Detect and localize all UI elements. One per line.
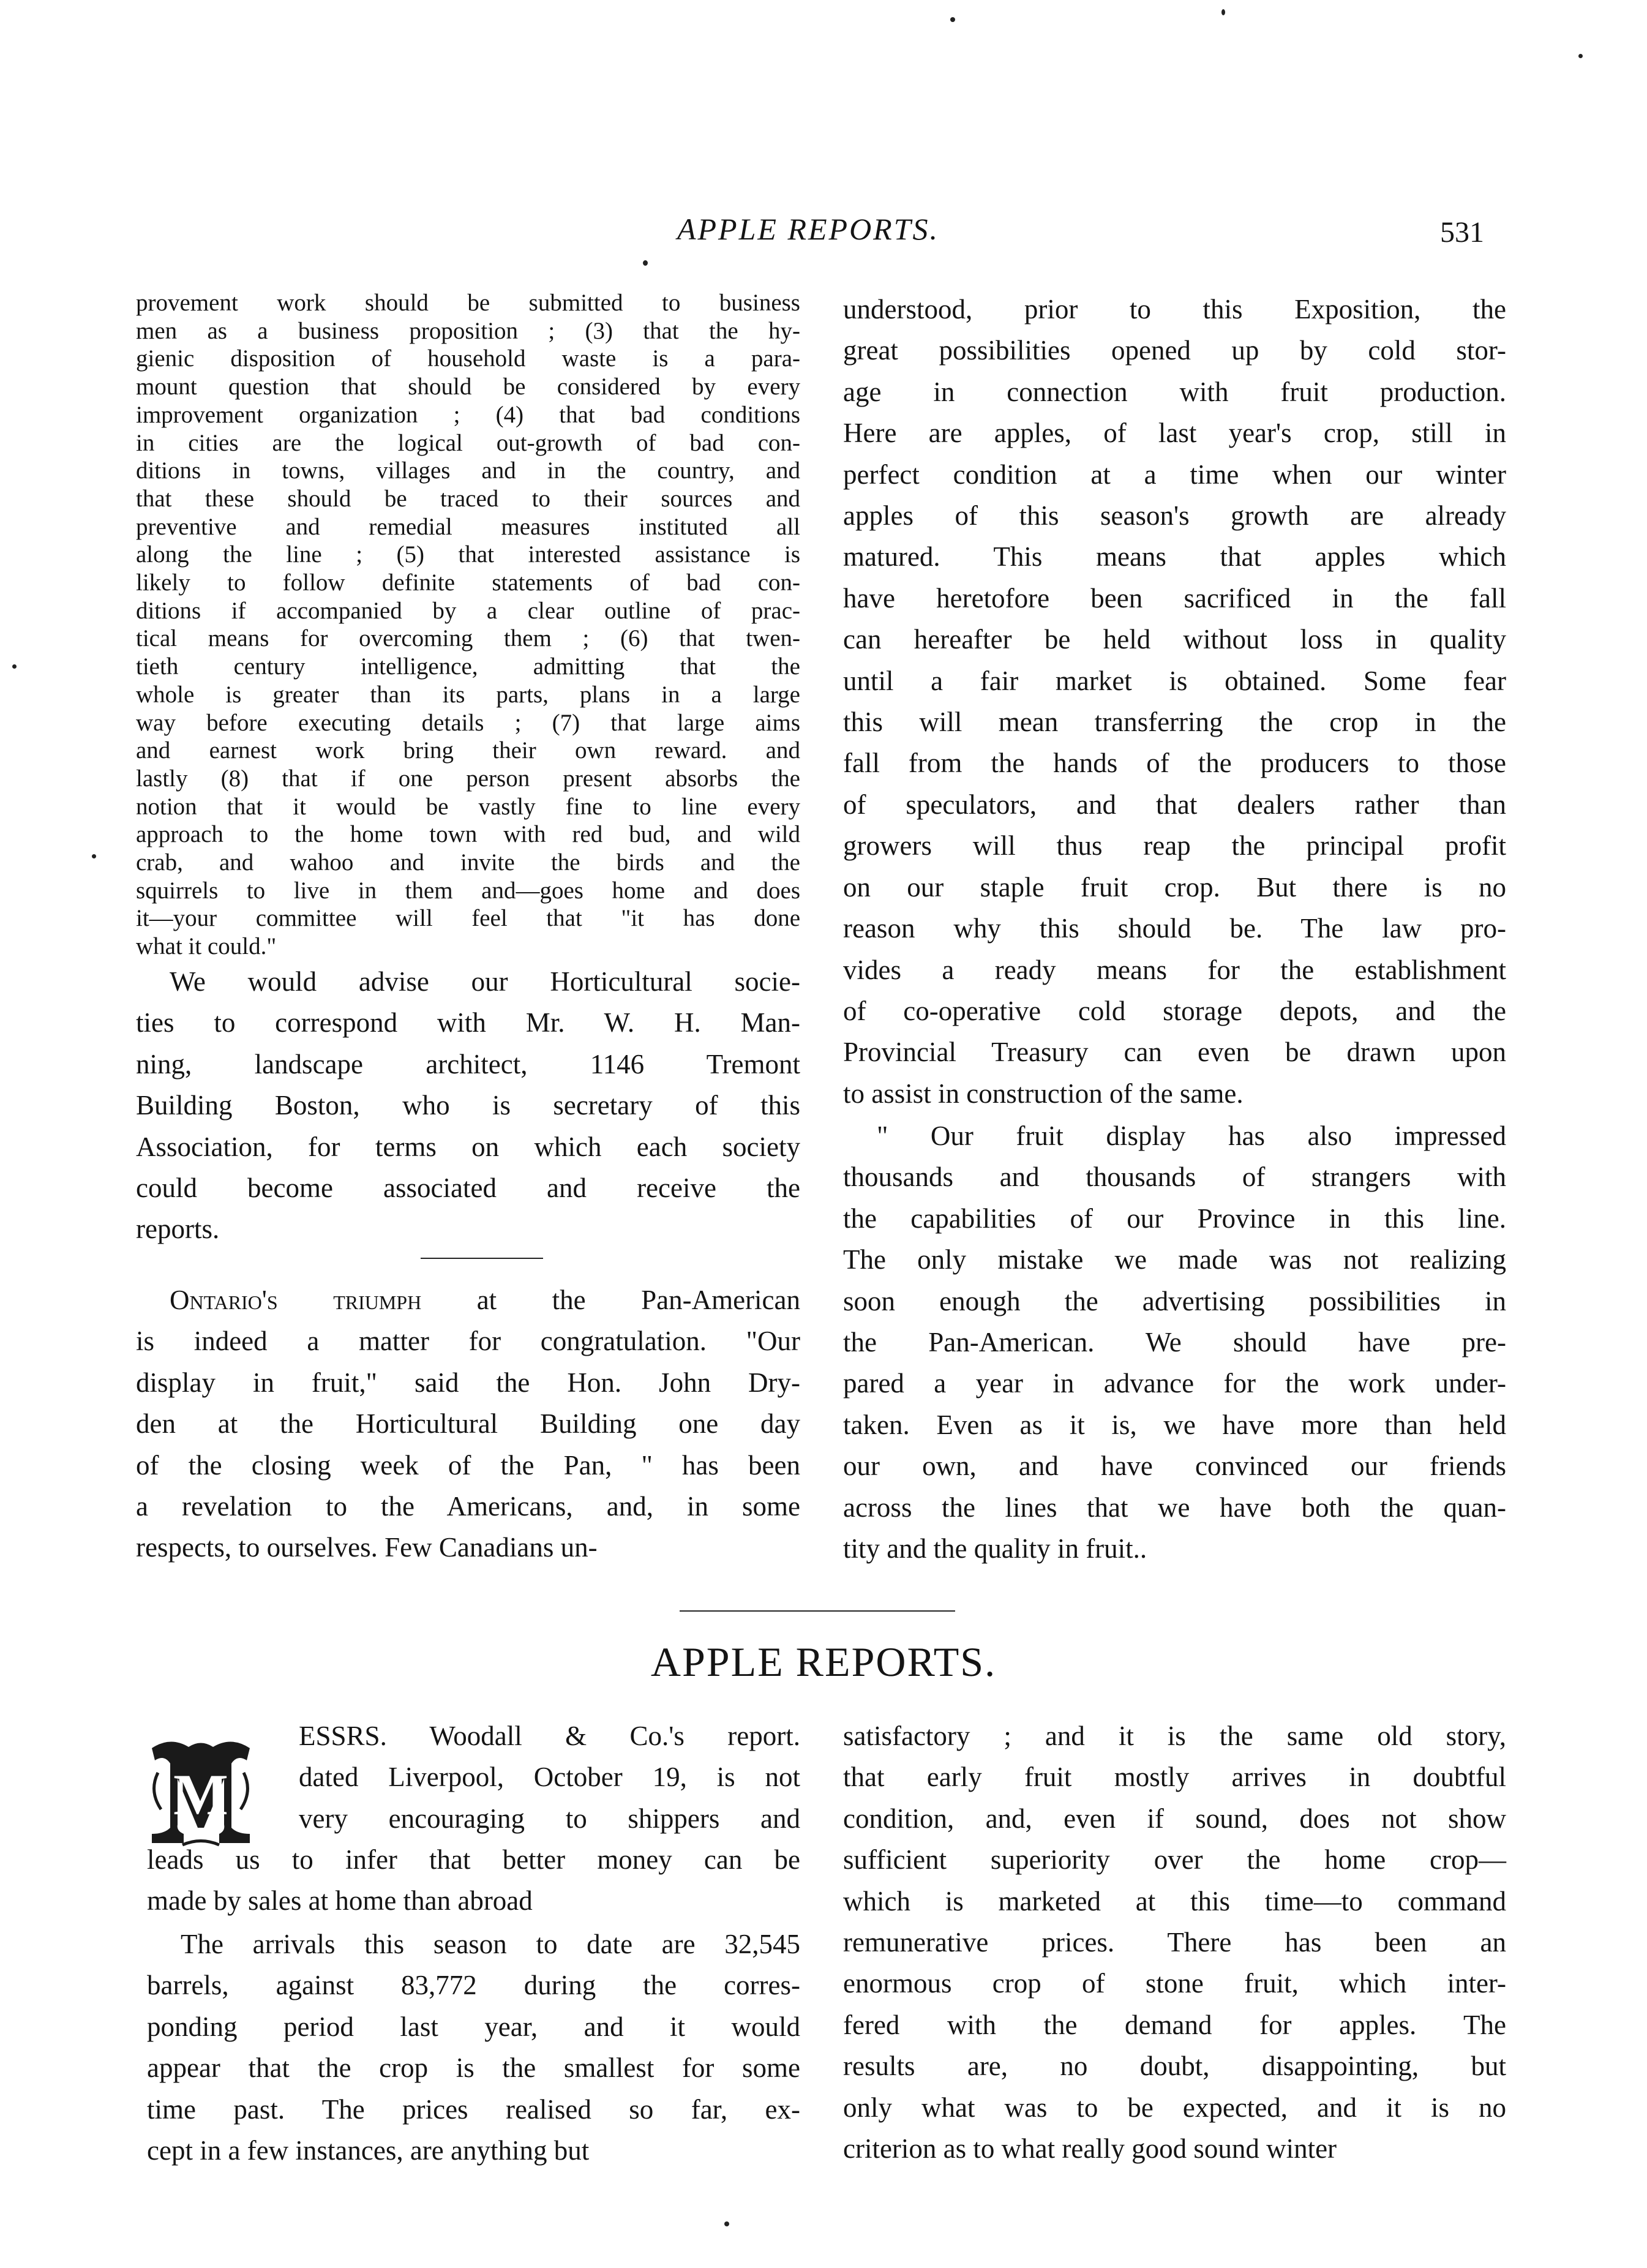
page-number: 531 (1440, 216, 1484, 249)
text-line: whole is greater than its parts, plans in a large (136, 681, 800, 708)
left-small-paragraph (136, 289, 800, 961)
text-line: appear that the crop is the smallest for some (147, 2052, 800, 2084)
text-line: perfect condition at a time when our winter (843, 459, 1506, 490)
text-line: the capabilities of our Province in this line. (843, 1203, 1506, 1234)
text-line: the Pan-American. We should have pre- (843, 1327, 1506, 1358)
text-line: display in fruit," said the Hon. John Dry- (136, 1367, 800, 1398)
ink-speck (643, 260, 648, 266)
text-line: understood, prior to this Exposition, the (843, 294, 1506, 325)
text-line: condition, and, even if sound, does not show (843, 1803, 1506, 1834)
text-line: cept in a few instances, are anything but (147, 2135, 590, 2166)
text-line: along the line ; (5) that interested assistance is (136, 541, 800, 568)
text-line: on our staple fruit crop. But there is no (843, 871, 1506, 903)
text-line: satisfactory ; and it is the same old story, (843, 1721, 1506, 1751)
text-line: could become associated and receive the (136, 1173, 800, 1204)
text-line: this will mean transferring the crop in the (843, 707, 1506, 738)
text-line: sufficient superiority over the home crop— (843, 1844, 1506, 1876)
text-line: time past. The prices realised so far, ex- (147, 2093, 800, 2125)
ink-speck (1578, 54, 1583, 58)
text-line: apples of this season's growth are already (843, 500, 1506, 531)
text-line: preventive and remedial measures instituted all (136, 513, 800, 540)
text-line: Building Boston, who is secretary of this (136, 1090, 800, 1121)
text-line: notion that it would be vastly fine to line every (136, 793, 800, 820)
text-line: that early fruit mostly arrives in doubtful (843, 1762, 1506, 1793)
text-line: remunerative prices. There has been an (843, 1927, 1506, 1958)
text-line: dated Liverpool, October 19, is not (299, 1762, 800, 1793)
text-line: lastly (8) that if one person present absorbs the (136, 765, 800, 792)
text-line: only what was to be expected, and it is no (843, 2092, 1506, 2123)
section-left-first-para-full (147, 1839, 800, 1922)
text-line: mount question that should be considered by every (136, 374, 800, 400)
text-line: reports. (136, 1214, 220, 1245)
text-line: of speculators, and that dealers rather than (843, 789, 1506, 820)
text-line: gienic disposition of household waste is a para- (136, 345, 800, 372)
text-line: made by sales at home than abroad (147, 1885, 533, 1917)
left-advise-paragraph (136, 961, 800, 1250)
text-line: ditions in towns, villages and in the country, and (136, 457, 800, 484)
text-line: leads us to infer that better money can be (147, 1844, 800, 1875)
text-line: approach to the home town with red bud, and wild (136, 821, 800, 848)
text-line: age in connection with fruit production. (843, 376, 1506, 407)
text-line: which is marketed at this time—to command (843, 1885, 1506, 1917)
text-line: fered with the demand for apples. The (843, 2009, 1506, 2040)
section-left-arrivals-paragraph (147, 1924, 800, 2171)
text-line: results are, no doubt, disappointing, but (843, 2051, 1506, 2082)
section-right-paragraph (843, 1716, 1506, 2169)
text-line: matured. This means that apples which (843, 541, 1506, 573)
text-line: taken. Even as it is, we have more than held (843, 1409, 1506, 1440)
text-line: improvement organization ; (4) that bad conditions (136, 401, 800, 428)
text-line: of co-operative cold storage depots, and the (843, 995, 1506, 1026)
text-line: respects, to ourselves. Few Canadians un- (136, 1532, 598, 1563)
text-line: men as a business proposition ; (3) that the hy- (136, 317, 800, 344)
text-line: in cities are the logical out-growth of bad con- (136, 429, 800, 456)
text-line: The only mistake we made was not realizing (843, 1244, 1506, 1275)
section-title: APPLE REPORTS. (650, 1639, 997, 1685)
ink-speck (1221, 9, 1225, 15)
section-divider-short (421, 1258, 543, 1259)
text-line: and earnest work bring their own reward. and (136, 737, 800, 764)
text-line: that these should be traced to their sources and (136, 485, 800, 512)
text-line: We would advise our Horticultural socie- (170, 966, 800, 997)
text-line: way before executing details ; (7) that large aims (136, 709, 800, 736)
text-line: growers will thus reap the principal profit (843, 830, 1506, 862)
text-line: tieth century intelligence, admitting that the (136, 653, 800, 680)
text-line: den at the Horticultural Building one day (136, 1408, 800, 1440)
text-line: tity and the quality in fruit.. (843, 1533, 1147, 1564)
text-line: The arrivals this season to date are 32,545 (181, 1929, 800, 1959)
text-line: very encouraging to shippers and (299, 1803, 800, 1834)
ink-speck (12, 664, 17, 669)
ontario-first-line-rest: at the Pan-American (421, 1285, 801, 1315)
text-line: enormous crop of stone fruit, which inter- (843, 1968, 1506, 1999)
text-line: ditions if accompanied by a clear outline of prac- (136, 597, 800, 624)
ink-speck (724, 2221, 729, 2226)
text-line: Provincial Treasury can even be drawn upon (843, 1037, 1506, 1068)
text-line: tical means for overcoming them ; (6) that twen- (136, 625, 800, 652)
right-display-paragraph (843, 1116, 1506, 1569)
text-line: a revelation to the Americans, and, in some (136, 1491, 800, 1522)
text-line: of the closing week of the Pan, " has been (136, 1449, 800, 1481)
text-line: " Our fruit display has also impressed (877, 1121, 1506, 1151)
text-line: pared a year in advance for the work under- (843, 1368, 1506, 1399)
running-title: APPLE REPORTS. (677, 212, 940, 246)
text-line: our own, and have convinced our friends (843, 1451, 1506, 1482)
text-line: to assist in construction of the same. (843, 1078, 1244, 1109)
text-line: squirrels to live in them and—goes home and does (136, 877, 800, 904)
ink-speck (950, 17, 955, 22)
left-ontario-paragraph (136, 1280, 800, 1569)
section-left-first-para-indented (299, 1716, 800, 1839)
text-line: reason why this should be. The law pro- (843, 913, 1506, 944)
text-line: likely to follow definite statements of bad con- (136, 569, 800, 596)
text-line: crab, and wahoo and invite the birds and the (136, 849, 800, 876)
dropcap-letter: M (173, 1762, 228, 1827)
section-divider-long (680, 1610, 955, 1612)
dropcap-m-ornament (146, 1736, 256, 1849)
text-line: across the lines that we have both the quan- (843, 1492, 1506, 1523)
text-line: ning, landscape architect, 1146 Tremont (136, 1048, 800, 1080)
text-line: vides a ready means for the establishment (843, 954, 1506, 985)
text-line: ponding period last year, and it would (147, 2011, 800, 2042)
text-line: what it could." (136, 933, 277, 960)
text-line: until a fair market is obtained. Some fear (843, 665, 1506, 696)
ontario-first-line (136, 1280, 800, 1321)
text-line: Here are apples, of last year's crop, still in (843, 418, 1506, 449)
text-line: it—your committee will feel that "it has done (136, 905, 800, 932)
text-line: fall from the hands of the producers to those (843, 748, 1506, 779)
text-line: can hereafter be held without loss in quality (843, 624, 1506, 655)
text-line: criterion as to what really good sound winter (843, 2133, 1337, 2165)
text-line: is indeed a matter for congratulation. "Our (136, 1326, 800, 1357)
text-line: great possibilities opened up by cold stor- (843, 335, 1506, 366)
text-line: thousands and thousands of strangers with (843, 1162, 1506, 1193)
text-line: soon enough the advertising possibilities in (843, 1285, 1506, 1316)
text-line: ties to correspond with Mr. W. H. Man- (136, 1007, 800, 1038)
text-line: ESSRS. Woodall & Co.'s report. (299, 1721, 800, 1751)
text-line: provement work should be submitted to business (136, 290, 800, 316)
text-line: barrels, against 83,772 during the corres- (147, 1970, 800, 2001)
text-line: have heretofore been sacrificed in the fall (843, 582, 1506, 614)
ontario-smallcaps: Ontario's triumph (170, 1285, 422, 1315)
right-storage-paragraph (843, 289, 1506, 1114)
text-line: Association, for terms on which each society (136, 1131, 800, 1162)
ink-speck (92, 854, 96, 858)
